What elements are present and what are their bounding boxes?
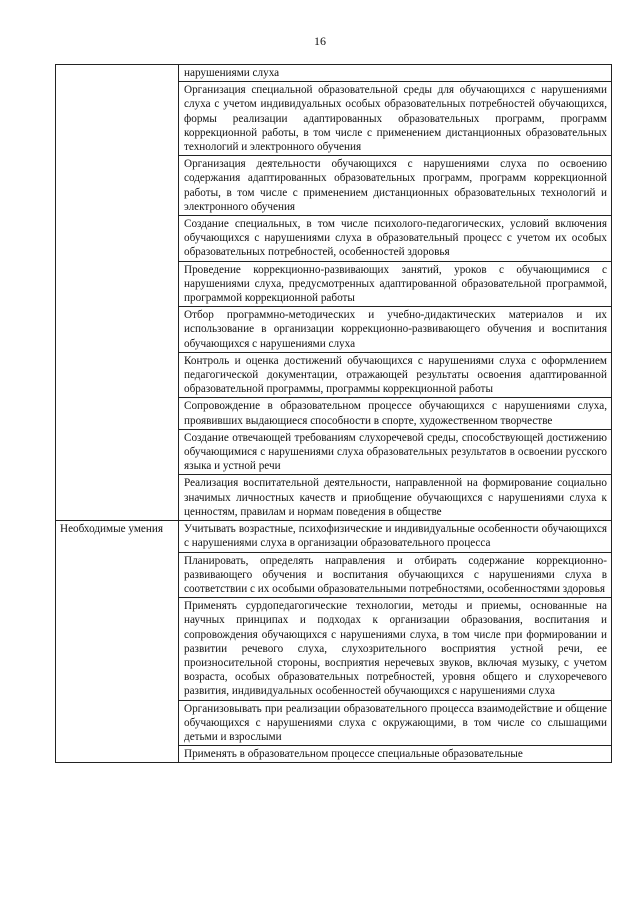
page-number: 16 [314,34,326,48]
table-cell: Проведение коррекционно-развивающих занятий, уроков с обучающимися с нарушениями слуха, предусмотренных адаптированной образовательной программой, программой коррекционной работы [179,261,612,307]
table-cell: Отбор программно-методических и учебно-дидактических материалов и их использование в организации коррекционно-развивающего обучения и воспитания обучающихся с нарушениями слуха [179,307,612,353]
table-cell: Создание отвечающей требованиям слухоречевой среды, способствующей достижению обучающимися с нарушениями слуха образовательных результатов в освоении русского языка и устной речи [179,429,612,475]
table-cell: нарушениями слуха [179,65,612,82]
table-cell: Контроль и оценка достижений обучающихся с нарушениями слуха с оформлением педагогической документации, отражающей результаты освоения адаптированной образовательной программы, программы коррекционной работы [179,352,612,398]
table-row [56,65,612,82]
table-cell: Организовывать при реализации образовательного процесса взаимодействие и общение обучающихся с нарушениями слуха с окружающими, в том числе со слышащими детьми и взрослыми [179,700,612,746]
table-cell: Организация специальной образовательной среды для обучающихся с нарушениями слуха с учетом индивидуальных особых образовательных потребностей обучающихся, формы реализации адаптированных образовательных программ, программ коррекционной работы, в том числе с применением дистанционных образовательных технологий и электронного обучения [179,82,612,156]
table-cell: Применять в образовательном процессе специальные образовательные [179,746,612,763]
table-cell: Организация деятельности обучающихся с нарушениями слуха по освоению содержания адаптированных образовательных программ, программ коррекционной работы, в том числе с применением дистанционных образовательных технологий и электронного обучения [179,156,612,216]
competency-table [55,64,612,763]
table-cell: Сопровождение в образовательном процессе обучающихся с нарушениями слуха, проявивших выдающиеся способности в спорте, художественном творчестве [179,398,612,429]
row-label-required-skills: Необходимые умения [56,521,179,763]
table-cell: Учитывать возрастные, психофизические и индивидуальные особенности обучающихся с нарушениями слуха в организации образовательного процесса [179,521,612,552]
table-cell: Применять сурдопедагогические технологии, методы и приемы, основанные на научных принципах и подходах к организации образования, воспитания и сопровождения обучающихся с нарушениями слуха, в том числе при формировании и развитии речевого слуха, слухозрительного восприятия устной речи, ее произносительной стороны, восприятия неречевых звуков, включая музыку, с учетом возраста, особых образовательных потребностей, уровня общего и слухоречевого развития, индивидуальных особенностей обучающихся с нарушениями слуха [179,598,612,700]
row-label-empty [56,65,179,521]
table-cell: Реализация воспитательной деятельности, направленной на формирование социально значимых личностных качеств и приобщение обучающихся с нарушениями слуха к ценностям, правилам и нормам поведения в обществе [179,475,612,521]
table-row [56,521,612,552]
table-cell: Создание специальных, в том числе психолого-педагогических, условий включения обучающихся с нарушениями слуха в образовательный процесс с учетом их особых образовательных потребностей, особенностей здоровья [179,216,612,262]
table-cell: Планировать, определять направления и отбирать содержание коррекционно-развивающего обучения и воспитания обучающихся с нарушениями слуха в соответствии с их особыми образовательными потребностями, особенностями здоровья [179,552,612,598]
